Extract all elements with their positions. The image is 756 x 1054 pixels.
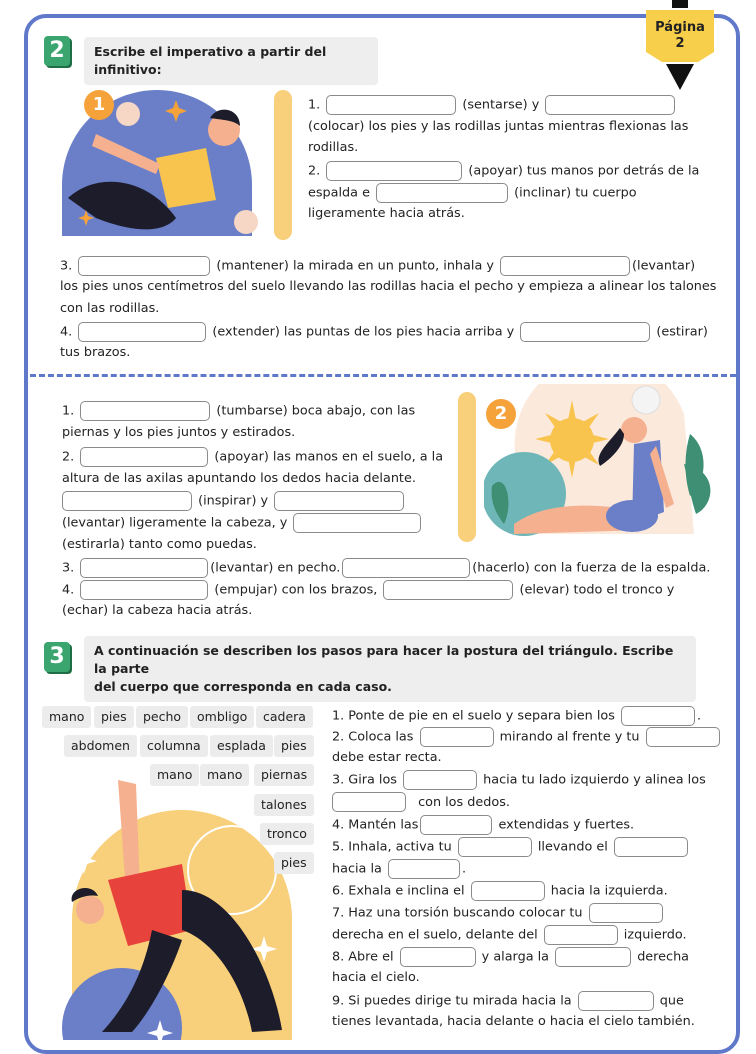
ex2-blank-apoyar[interactable] [80,447,208,467]
step5-blank-2[interactable] [614,837,688,857]
word-chip[interactable]: pies [274,735,314,757]
ex2-blank-hacerlo[interactable] [342,558,470,578]
step1-blank-pies[interactable] [621,706,695,726]
word-chip[interactable]: pecho [136,706,188,728]
yoga-illustration-2 [484,384,720,544]
ex1-blank-mantener[interactable] [78,256,210,276]
ex1-blank-colocar[interactable] [545,95,675,115]
ex2-line-9: 4. (empujar) con los brazos, (elevar) todo el tronco y [62,580,674,600]
ex2-line-5: (inspirar) y [62,491,406,511]
ex2-line-3: 2. (apoyar) las manos en el suelo, a la [62,447,443,467]
step8-blank-2[interactable] [555,947,631,967]
ex1-line-5: espalda e (inclinar) tu cuerpo [308,183,637,203]
ex2-line-1: 1. (tumbarse) boca abajo, con las [62,401,415,421]
section-3-number: 3 [44,642,70,672]
step-5-cont: hacia la . [332,859,466,879]
ex2-line-7: (estirarla) tanto como puedas. [62,537,257,552]
ex2-blank-elevar[interactable] [383,580,513,600]
page-label: Página [655,20,705,35]
word-chip[interactable]: abdomen [64,735,137,757]
step-1: 1. Ponte de pie en el suelo y separa bien los . [332,706,701,726]
exercise-2-divider [458,392,476,542]
section-2-number: 2 [44,36,70,66]
word-chip[interactable]: tronco [260,823,314,845]
section-divider [30,374,736,377]
ex1-blank-extender[interactable] [78,322,206,342]
ex1-line-4: 2. (apoyar) tus manos por detrás de la [308,161,699,181]
section-3-heading [84,636,696,702]
step-8-cont: hacia el cielo. [332,970,420,985]
ex2-line-2: piernas y los pies juntos y estirados. [62,425,296,440]
word-chip[interactable]: pies [274,852,314,874]
section-2-heading: Escribe el imperativo a partir del infinitivo: [84,37,378,85]
step-5: 5. Inhala, activa tu llevando el [332,837,690,857]
exercise-1-divider [274,90,292,240]
step2-blank-1[interactable] [420,727,494,747]
word-chip[interactable]: piernas [254,764,314,786]
word-chip[interactable]: pies [94,706,134,728]
word-chip[interactable]: talones [254,794,314,816]
ex1-line-6: ligeramente hacia atrás. [308,206,465,221]
step-7-cont: derecha en el suelo, delante del izquierdo. [332,925,687,945]
step-9-cont: tienes levantada, hacia delante o hacia el cielo también. [332,1014,695,1029]
ex2-blank-levantar-cabeza[interactable] [274,491,404,511]
ex2-line-10: (echar) la cabeza hacia atrás. [62,603,253,618]
ex1-line-11: tus brazos. [60,345,131,360]
exercise-2-badge: 2 [486,399,516,429]
word-chip[interactable]: columna [140,735,208,757]
word-chip[interactable]: mano [42,706,91,728]
ex1-line-8: los pies unos centímetros del suelo llevando las rodillas hacia el pecho y empieza a alinear los talones [60,279,717,294]
ex1-blank-estirar[interactable] [520,322,650,342]
ex2-blank-tumbarse[interactable] [80,401,210,421]
step8-blank-1[interactable] [400,947,476,967]
ex2-line-4: altura de las axilas apuntando los dedos hacia delante. [62,471,416,486]
word-chip[interactable]: cadera [256,706,313,728]
step4-blank[interactable] [420,815,492,835]
step9-blank[interactable] [578,991,654,1011]
step-3: 3. Gira los hacia tu lado izquierdo y alinea los [332,770,706,790]
step-4: 4. Mantén las extendidas y fuertes. [332,815,634,835]
ex2-line-8: 3. (levantar) en pecho. (hacerlo) con la fuerza de la espalda. [62,558,710,578]
section-3-heading-line-2: del cuerpo que corresponda en cada caso. [94,679,392,694]
word-chip[interactable]: esplada [210,735,273,757]
step7-blank-2[interactable] [544,925,618,945]
ex1-line-10: 4. (extender) las puntas de los pies hacia arriba y (estirar) [60,322,708,342]
step-2: 2. Coloca las mirando al frente y tu [332,727,722,747]
ex1-line-3: rodillas. [308,140,359,155]
page-marker [642,0,718,92]
step-7: 7. Haz una torsión buscando colocar tu [332,903,665,923]
step3-blank-2[interactable] [332,792,406,812]
ex1-blank-apoyar[interactable] [326,161,462,181]
step2-blank-2[interactable] [646,727,720,747]
yoga-figure-cobra-pose [484,384,720,544]
page-number: 2 [675,36,685,51]
step-6: 6. Exhala e inclina el hacia la izquierda. [332,881,668,901]
ex2-blank-inspirar[interactable] [62,491,192,511]
ex1-blank-sentarse[interactable] [326,95,456,115]
word-chip[interactable]: mano [150,764,199,786]
step7-blank-1[interactable] [589,903,663,923]
step5-blank-1[interactable] [458,837,532,857]
step-3-cont: con los dedos. [332,792,510,812]
ex1-line-2: (colocar) los pies y las rodillas juntas mientras flexionas las [308,119,689,134]
section-3-heading-line-1: A continuación se describen los pasos para hacer la postura del triángulo. Escribe la parte [94,643,674,676]
step5-blank-3[interactable] [388,859,460,879]
step6-blank[interactable] [471,881,545,901]
ex2-blank-estirarla[interactable] [293,513,421,533]
word-chip[interactable]: mano [200,764,249,786]
step-2-cont: debe estar recta. [332,750,442,765]
ex1-line-1: 1. (sentarse) y [308,95,677,115]
ex1-line-9: con las rodillas. [60,301,160,316]
step-9: 9. Si puedes dirige tu mirada hacia la que [332,991,684,1011]
ex2-blank-empujar[interactable] [80,580,208,600]
ex2-blank-levantar-pecho[interactable] [80,558,208,578]
ex1-blank-levantar[interactable] [500,256,630,276]
ex2-line-6: (levantar) ligeramente la cabeza, y [62,513,423,533]
ex1-line-7: 3. (mantener) la mirada en un punto, inhala y (levantar) [60,256,695,276]
step3-blank-1[interactable] [403,770,477,790]
step-8: 8. Abre el y alarga la derecha [332,947,689,967]
word-chip[interactable]: ombligo [190,706,254,728]
ex1-blank-inclinar[interactable] [376,183,508,203]
exercise-1-badge: 1 [84,90,114,120]
